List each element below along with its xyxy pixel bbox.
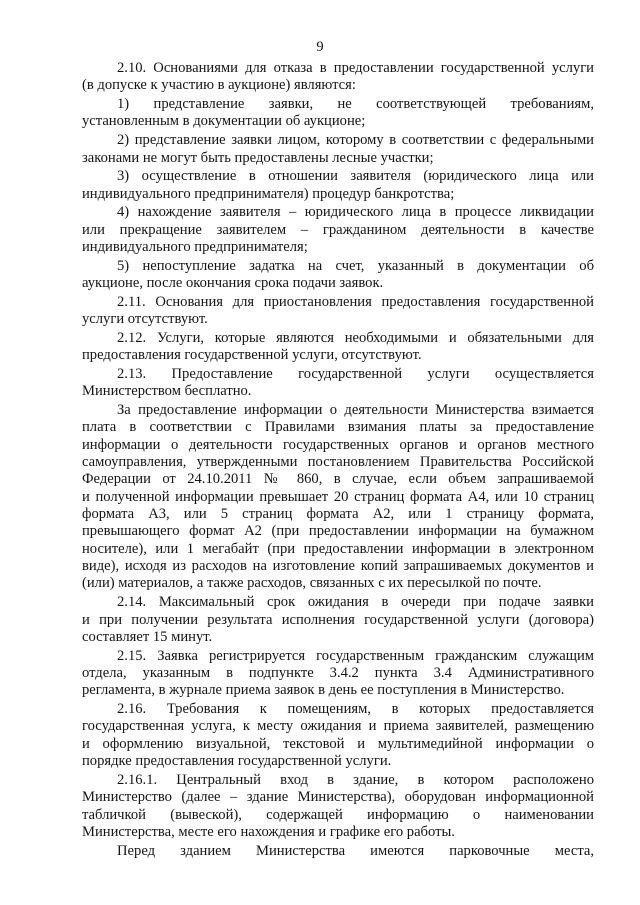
text-line: индивидуального предпринимателя; [82,239,308,255]
text-line: 2.14. Максимальный срок ожидания в очереди при подаче заявки [117,594,594,611]
paragraph-p2-14 [82,594,594,646]
document-body [82,60,594,861]
paragraph-p2-16 [82,701,594,770]
text-line: 3) осуществление в отношении заявителя (юридического лица или [117,168,594,185]
text-line: аукционе, после окончания срока подачи заявок. [82,275,384,292]
paragraph-p2-16-1-parking [82,843,594,860]
paragraph-p2-13 [82,366,594,401]
text-line: 5) непоступление задатка на счет, указанный в документации об [117,257,594,274]
paragraph-p2-10-4 [82,204,594,256]
text-line: За предоставление информации о деятельности Министерства взимается [117,402,594,419]
paragraph-p2-10-5 [82,258,594,293]
text-line: отдела, указанным в подпункте 3.4.2 пункта 3.4 Административного [82,664,594,681]
paragraph-p2-11 [82,294,594,329]
text-line: законами не могут быть предоставлены лесные участки; [82,149,434,166]
text-line: превышающего формат А2 (при предоставлении информации на бумажном [82,523,594,540]
text-line: 2.12. Услуги, которые являются необходимыми и обязательными для [117,329,594,346]
text-line: предоставления государственной услуги, отсутствуют. [82,347,422,364]
text-line: 2.11. Основания для приостановления предоставления государственной [117,293,594,310]
text-line: установленным в документации об аукционе; [82,113,366,130]
text-line: Перед зданием Министерства имеются парковочные места, [117,842,594,859]
text-line: 2.15. Заявка регистрируется государственным гражданским служащим [117,647,594,664]
text-line: носителе), или 1 мегабайт (при предоставлении информации в электронном [82,540,594,557]
text-line: и при получении результата исполнения государственной услуги (договора) [82,611,594,628]
text-line: 2.10. Основаниями для отказа в предоставлении государственной услуги [117,60,594,76]
text-line: регламента, в журнале приема заявок в день ее поступления в Министерство. [82,682,565,699]
text-line: 4) нахождение заявителя – юридического лица в процессе ликвидации [117,204,594,221]
text-line: самоуправления, утвержденными постановлением Правительства Российской [82,454,594,471]
text-line: и оформлению визуальной, текстовой и мультимедийной информации о [82,735,594,752]
text-line: или прекращение заявителем – гражданином деятельности в качестве [82,221,594,238]
text-line: услуги отсутствуют. [82,311,208,328]
paragraph-p2-10-2 [82,132,594,167]
paragraph-p2-10-1 [82,96,594,131]
text-line: индивидуального предпринимателя) процедур банкротства; [82,185,455,202]
text-line: Министерство (далее – здание Министерства), оборудован информационной [82,789,594,806]
text-line: Министерством бесплатно. [82,383,252,400]
page-number: 9 [316,39,324,55]
text-line: 1) представление заявки, не соответствующей требованиям, [117,96,594,113]
text-line: плата в соответствии с Правилами взимания платы за предоставление [82,419,594,436]
text-line: порядке предоставления государственной услуги. [82,753,392,770]
paragraph-p2-12 [82,330,594,365]
text-line: табличкой (вывеской), содержащей информацию о наименовании [82,806,594,823]
paragraph-p2-16-1 [82,772,594,841]
text-line: (или) материалов, а также расходов, связанных с их пересылкой по почте. [82,575,542,592]
paragraph-p2-15 [82,648,594,700]
text-line: формата А3, или 5 страниц формата А2, или 1 страницу формата, [82,506,594,523]
text-line: (в допуске к участию в аукционе) являются: [82,77,356,94]
text-line: 2.16. Требования к помещениям, в которых предоставляется [117,701,594,718]
text-line: государственная услуга, к месту ожидания и приема заявителей, размещению [82,718,594,735]
paragraph-p2-10 [82,60,594,95]
text-line: составляет 15 минут. [82,628,213,645]
text-line: информации о деятельности государственных органов и органов местного [82,436,594,453]
text-line: 2.16.1. Центральный вход в здание, в котором расположено [117,771,594,788]
text-line: 2.13. Предоставление государственной услуги осуществляется [117,365,594,382]
text-line: и полученной информации превышает 20 страниц формата А4, или 10 страниц [82,488,594,505]
text-line: Министерства, месте его нахождения и графике его работы. [82,823,455,840]
text-line: 2) представление заявки лицом, которому в соответствии с федеральными [117,132,594,149]
text-line: Федерации от 24.10.2011 № 860, в случае, если объем запрашиваемой [82,471,594,488]
paragraph-p2-10-3 [82,168,594,203]
paragraph-p2-13-fee [82,402,594,593]
text-line: виде), исходя из расходов на изготовление копий запрашиваемых документов и [82,558,594,575]
